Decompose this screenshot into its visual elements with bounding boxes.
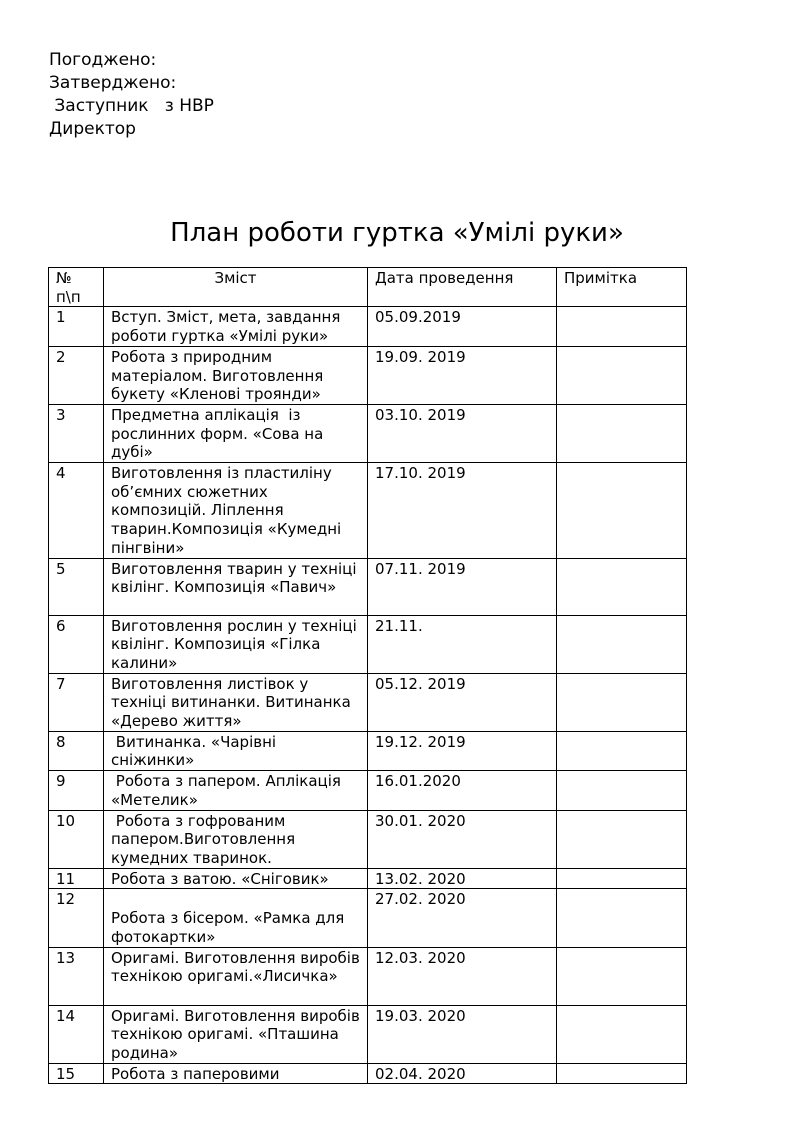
row-note	[557, 615, 687, 673]
row-date: 21.11.	[368, 615, 557, 673]
column-header-content: Зміст	[104, 268, 368, 307]
table-row	[49, 731, 687, 770]
director-label: Директор	[49, 119, 136, 139]
table-header-row	[49, 268, 687, 307]
table-row	[49, 307, 687, 346]
row-date: 05.09.2019	[368, 307, 557, 346]
row-date: 07.11. 2019	[368, 558, 557, 615]
row-date: 17.10. 2019	[368, 463, 557, 559]
row-content: Виготовлення із пластиліну об’ємних сюжетних композицій. Ліплення тварин.Композиція «Кумедні пінгвіни»	[104, 463, 368, 559]
table-row	[49, 947, 687, 1005]
row-note	[557, 673, 687, 731]
row-date: 30.01. 2020	[368, 810, 557, 868]
row-date: 05.12. 2019	[368, 673, 557, 731]
table-row	[49, 558, 687, 615]
row-note	[557, 404, 687, 462]
table-row	[49, 1005, 687, 1063]
row-number: 8	[49, 731, 104, 770]
row-note	[557, 868, 687, 889]
row-number: 7	[49, 673, 104, 731]
table-row	[49, 889, 687, 947]
approval-header	[49, 49, 214, 141]
row-number: 9	[49, 771, 104, 810]
row-date: 12.03. 2020	[368, 947, 557, 1005]
table-row	[49, 463, 687, 559]
row-number: 10	[49, 810, 104, 868]
row-number: 13	[49, 947, 104, 1005]
row-date: 19.09. 2019	[368, 346, 557, 404]
row-date: 16.01.2020	[368, 771, 557, 810]
row-date: 13.02. 2020	[368, 868, 557, 889]
row-note	[557, 731, 687, 770]
row-content: Оригамі. Виготовлення виробів технікою оригамі. «Пташина родина»	[104, 1005, 368, 1063]
row-number: 1	[49, 307, 104, 346]
row-number: 12	[49, 889, 104, 947]
row-note	[557, 810, 687, 868]
table-row	[49, 1063, 687, 1084]
row-content: Оригамі. Виготовлення виробів технікою оригамі.«Лисичка»	[104, 947, 368, 1005]
row-note	[557, 1063, 687, 1084]
table-row	[49, 673, 687, 731]
row-note	[557, 463, 687, 559]
row-number: 6	[49, 615, 104, 673]
row-note	[557, 558, 687, 615]
document-title: План роботи гуртка «Умілі руки»	[170, 218, 624, 248]
row-note	[557, 889, 687, 947]
row-date: 03.10. 2019	[368, 404, 557, 462]
row-note	[557, 1005, 687, 1063]
row-date: 19.03. 2020	[368, 1005, 557, 1063]
row-content: Робота з гофрованим папером.Виготовлення кумедних тваринок.	[104, 810, 368, 868]
row-number: 2	[49, 346, 104, 404]
row-content: Робота з природним матеріалом. Виготовлення букету «Кленові троянди»	[104, 346, 368, 404]
column-header-number: № п\п	[49, 268, 104, 307]
row-date: 02.04. 2020	[368, 1063, 557, 1084]
row-content: Предметна аплікація із рослинних форм. «Сова на дубі»	[104, 404, 368, 462]
row-content: Виготовлення рослин у техніці квілінг. Композиція «Гілка калини»	[104, 615, 368, 673]
table-row	[49, 615, 687, 673]
column-header-note: Примітка	[557, 268, 687, 307]
row-content: Витинанка. «Чарівні сніжинки»	[104, 731, 368, 770]
agreed-label: Погоджено:	[49, 50, 157, 70]
table-body	[49, 307, 687, 1084]
row-note	[557, 346, 687, 404]
table-row	[49, 404, 687, 462]
row-number: 5	[49, 558, 104, 615]
deputy-label: Заступник з НВР	[49, 96, 214, 116]
row-number: 11	[49, 868, 104, 889]
table-row	[49, 771, 687, 810]
row-content: Виготовлення тварин у техніці квілінг. Композиція «Павич»	[104, 558, 368, 615]
table-row	[49, 868, 687, 889]
row-note	[557, 307, 687, 346]
work-plan-table	[48, 267, 687, 1084]
row-number: 3	[49, 404, 104, 462]
row-note	[557, 771, 687, 810]
table-row	[49, 346, 687, 404]
row-note	[557, 947, 687, 1005]
row-content: Вступ. Зміст, мета, завдання роботи гуртка «Умілі руки»	[104, 307, 368, 346]
row-date: 27.02. 2020	[368, 889, 557, 947]
row-number: 15	[49, 1063, 104, 1084]
row-content: Робота з папером. Аплікація «Метелик»	[104, 771, 368, 810]
row-content: Робота з паперовими	[104, 1063, 368, 1084]
row-number: 4	[49, 463, 104, 559]
row-content: Виготовлення листівок у техніці витинанки. Витинанка «Дерево життя»	[104, 673, 368, 731]
approved-label: Затверджено:	[49, 73, 177, 93]
row-number: 14	[49, 1005, 104, 1063]
row-content: Робота з бісером. «Рамка для фотокартки»	[104, 889, 368, 947]
row-date: 19.12. 2019	[368, 731, 557, 770]
table-row	[49, 810, 687, 868]
column-header-date: Дата проведення	[368, 268, 557, 307]
row-content: Робота з ватою. «Сніговик»	[104, 868, 368, 889]
